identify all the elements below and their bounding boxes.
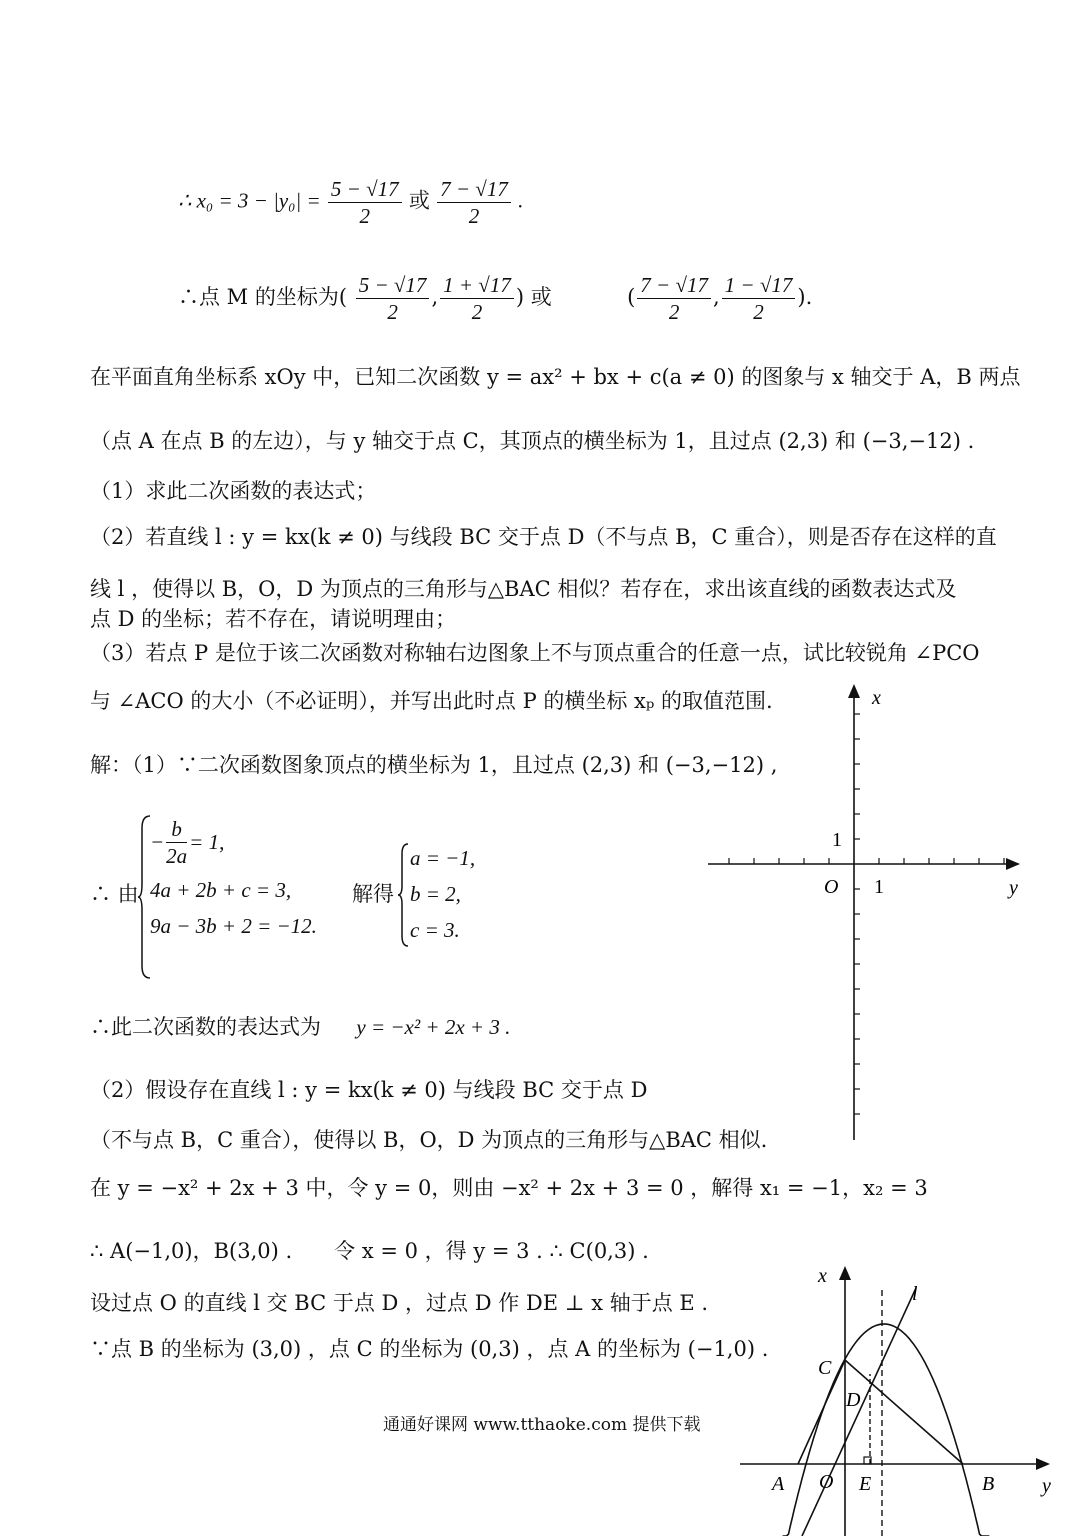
solution-by: ∴ 由 xyxy=(90,882,139,906)
fraction: $\frac{7 - √17}{2}$ xyxy=(637,272,711,325)
paren: ( xyxy=(627,285,636,309)
solution-step-6: 设过点 O 的直线 l 交 BC 于点 D ，过点 D 作 DE ⊥ x 轴于点 E . xyxy=(90,1291,709,1315)
solve-label: 解得 xyxy=(352,882,394,906)
unit-label-horizontal: 1 xyxy=(874,876,884,898)
arrow-up-icon xyxy=(839,1266,851,1280)
equation-system-1 xyxy=(150,812,317,944)
unit-label-vertical: 1 xyxy=(832,829,842,851)
solution-step-2: （2）假设存在直线 l : y = kx(k ≠ 0) 与线段 BC 交于点 D xyxy=(90,1078,648,1102)
problem-text-2: （点 A 在点 B 的左边），与 y 轴交于点 C，其顶点的横坐标为 1，且过点 (2,3) 和 (−3,−12) . xyxy=(90,429,975,453)
comma: , xyxy=(431,285,439,309)
solution-step-5: ∴ A(−1,0)，B(3,0) . 令 x = 0 ，得 y = 3 . ∴ C(0,3) . xyxy=(90,1239,649,1263)
solution-step-1: 解：（1）∵二次函数图象顶点的横坐标为 1，且过点 (2,3) 和 (−3,−12) , xyxy=(90,753,778,777)
point-a-label: A xyxy=(772,1473,785,1495)
axis-label-x: x xyxy=(872,687,881,709)
axis-label-y: y xyxy=(1042,1475,1051,1497)
solution-a: a = −1, xyxy=(410,846,476,870)
solution-c: c = 3. xyxy=(410,918,460,942)
x0-expression: ∴ x₀ = 3 − |y₀| = xyxy=(178,188,321,213)
paren-close: ). xyxy=(797,285,813,309)
origin-label: O xyxy=(824,876,839,898)
parabola-diagram xyxy=(730,1260,1060,1536)
question-1: （1）求此二次函数的表达式； xyxy=(90,479,377,503)
question-3a: （3）若点 P 是位于该二次函数对称轴右边图象上不与顶点重合的任意一点，试比较锐角 ∠PCO xyxy=(90,641,980,665)
or-text: 或 xyxy=(408,188,430,213)
point-m-coordinates xyxy=(178,272,812,325)
arrow-right-icon xyxy=(1036,1458,1050,1470)
problem-text-1: 在平面直角坐标系 xOy 中，已知二次函数 y = ax² + bx + c(a ≠ 0) 的图象与 x 轴交于 A，B 两点 xyxy=(90,365,1021,389)
line-l-label: l xyxy=(912,1283,918,1305)
solution-step-7: ∵点 B 的坐标为 (3,0) ，点 C 的坐标为 (0,3) ，点 A 的坐标为 (−1,0) . xyxy=(90,1337,769,1361)
axis-label-x: x xyxy=(818,1265,827,1287)
point-c-label: C xyxy=(818,1357,832,1379)
equation-system-2 xyxy=(410,840,475,948)
question-2b: 线 l ，使得以 B，O，D 为顶点的三角形与△BAC 相似？若存在，求出该直线的函数表达式及 xyxy=(90,577,957,601)
solution-step-3: （不与点 B，C 重合），使得以 B，O，D 为顶点的三角形与△BAC 相似. xyxy=(90,1128,768,1152)
point-b-label: B xyxy=(982,1473,995,1495)
derivation-x0 xyxy=(178,176,523,229)
question-2a: （2）若直线 l : y = kx(k ≠ 0) 与线段 BC 交于点 D（不与点 B，C 重合），则是否存在这样的直 xyxy=(90,525,997,549)
point-e-label: E xyxy=(859,1473,872,1495)
fraction: $\frac{7 - √17}{2}$ xyxy=(437,176,511,229)
system-eq-3: 9a − 3b + 2 = −12. xyxy=(150,914,317,938)
coordinate-axes-figure xyxy=(700,680,1030,1150)
axis-label-y: y xyxy=(1009,877,1018,899)
comma: , xyxy=(712,285,720,309)
solution-step-4: 在 y = −x² + 2x + 3 中，令 y = 0，则由 −x² + 2x + 3 = 0 ，解得 x₁ = −1，x₂ = 3 xyxy=(90,1176,928,1200)
fraction: $\frac{1 + √17}{2}$ xyxy=(440,272,514,325)
fraction: $\frac{5 - √17}{2}$ xyxy=(328,176,402,229)
question-3b: 与 ∠ACO 的大小（不必证明），并写出此时点 P 的横坐标 xₚ 的取值范围. xyxy=(90,689,773,713)
or-text: ) 或 xyxy=(515,285,552,309)
arrow-right-icon xyxy=(1006,858,1020,870)
point-m-label: ∴点 M 的坐标为( xyxy=(178,285,348,309)
arrow-up-icon xyxy=(848,684,860,698)
origin-label: O xyxy=(819,1471,834,1493)
fraction: $\frac{1 - √17}{2}$ xyxy=(722,272,796,325)
system-eq-2: 4a + 2b + c = 3, xyxy=(150,878,292,902)
function-expression: ∴此二次函数的表达式为 y = −x² + 2x + 3 . xyxy=(90,1015,511,1039)
solution-b: b = 2, xyxy=(410,882,461,906)
page-footer: 通通好课网 www.tthaoke.com 提供下载 xyxy=(383,1415,701,1435)
question-2c: 点 D 的坐标；若不存在，请说明理由； xyxy=(90,607,457,631)
point-d-label: D xyxy=(846,1389,861,1411)
left-brace-icon xyxy=(398,842,410,948)
system-eq-1: − $\frac{b}{2a}$ = 1, xyxy=(150,816,225,868)
period: . xyxy=(518,188,524,213)
line-l xyxy=(802,1288,916,1536)
fraction: $\frac{5 - √17}{2}$ xyxy=(356,272,430,325)
